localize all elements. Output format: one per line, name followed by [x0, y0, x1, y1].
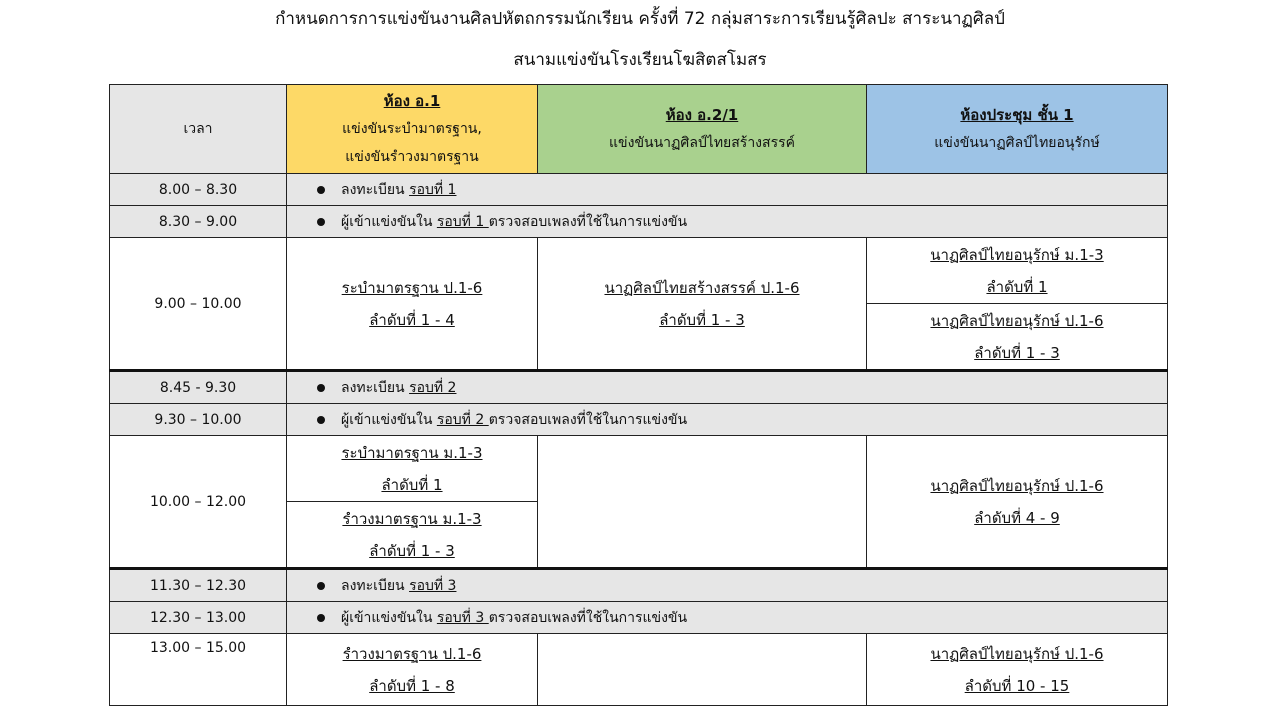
room3-sub1: แข่งขันนาฏศิลป์ไทยอนุรักษ์: [934, 135, 1100, 151]
room1-header: [287, 85, 538, 174]
round1-registration-row: [110, 174, 1168, 206]
event-cell: นาฏศิลป์ไทยอนุรักษ์ ป.1-6 ลำดับที่ 4 - 9: [867, 436, 1168, 569]
document-title: กำหนดการการแข่งขันงานศิลปหัตถกรรมนักเรียน ครั้งที่ 72 กลุ่มสาระการเรียนรู้ศิลปะ สาระนาฏศิลป์: [275, 9, 1005, 29]
bullet-icon: [317, 384, 325, 392]
time-cell: 12.30 – 13.00: [110, 602, 287, 634]
room1-sub2: แข่งขันรำวงมาตรฐาน: [345, 149, 479, 165]
note-cell: ลงทะเบียน รอบที่ 3: [287, 569, 1168, 602]
event-cell: นาฏศิลป์ไทยอนุรักษ์ ป.1-6 ลำดับที่ 10 - 15: [867, 634, 1168, 706]
event-cell: ระบำมาตรฐาน ป.1-6 ลำดับที่ 1 - 4: [287, 238, 538, 371]
header-row: [110, 85, 1168, 174]
time-cell: 8.30 – 9.00: [110, 206, 287, 238]
bullet-icon: [317, 582, 325, 590]
event-cell: นาฏศิลป์ไทยอนุรักษ์ ป.1-6 ลำดับที่ 1 - 3: [867, 304, 1168, 371]
round3-check-row: [110, 602, 1168, 634]
empty-cell: [538, 634, 867, 706]
event-cell: นาฏศิลป์ไทยสร้างสรรค์ ป.1-6 ลำดับที่ 1 - 3: [538, 238, 867, 371]
note-cell: ลงทะเบียน รอบที่ 2: [287, 371, 1168, 404]
note-cell: ลงทะเบียน รอบที่ 1: [287, 174, 1168, 206]
round2-registration-row: [110, 371, 1168, 404]
room3-header: [867, 85, 1168, 174]
event-cell: ระบำมาตรฐาน ม.1-3 ลำดับที่ 1: [287, 436, 538, 502]
venue-title: สนามแข่งขันโรงเรียนโฆสิตสโมสร: [513, 50, 767, 70]
round2-competition-row-a: [110, 436, 1168, 502]
room3-name: ห้องประชุม ชั้น 1: [960, 106, 1074, 124]
time-cell: 13.00 – 15.00: [110, 634, 287, 706]
bullet-icon: [317, 186, 325, 194]
event-cell: นาฏศิลป์ไทยอนุรักษ์ ม.1-3 ลำดับที่ 1: [867, 238, 1168, 304]
time-cell: 9.00 – 10.00: [110, 238, 287, 371]
time-cell: 9.30 – 10.00: [110, 404, 287, 436]
room2-sub1: แข่งขันนาฏศิลป์ไทยสร้างสรรค์: [609, 135, 795, 151]
bullet-icon: [317, 614, 325, 622]
room2-header: [538, 85, 867, 174]
time-cell: 8.00 – 8.30: [110, 174, 287, 206]
round3-competition-row: [110, 634, 1168, 706]
time-cell: 11.30 – 12.30: [110, 569, 287, 602]
round1-competition-row-a: [110, 238, 1168, 304]
room1-sub1: แข่งขันระบำมาตรฐาน,: [342, 121, 482, 137]
room1-name: ห้อง อ.1: [383, 92, 441, 110]
time-cell: 8.45 - 9.30: [110, 371, 287, 404]
bullet-icon: [317, 416, 325, 424]
event-cell: รำวงมาตรฐาน ป.1-6 ลำดับที่ 1 - 8: [287, 634, 538, 706]
note-cell: ผู้เข้าแข่งขันใน รอบที่ 2 ตรวจสอบเพลงที่ใช้ในการแข่งขัน: [287, 404, 1168, 436]
note-cell: ผู้เข้าแข่งขันใน รอบที่ 1 ตรวจสอบเพลงที่ใช้ในการแข่งขัน: [287, 206, 1168, 238]
bullet-icon: [317, 218, 325, 226]
schedule-table: [109, 84, 1168, 706]
empty-cell: [538, 436, 867, 569]
round2-check-row: [110, 404, 1168, 436]
room2-name: ห้อง อ.2/1: [665, 106, 739, 124]
note-cell: ผู้เข้าแข่งขันใน รอบที่ 3 ตรวจสอบเพลงที่ใช้ในการแข่งขัน: [287, 602, 1168, 634]
round1-check-row: [110, 206, 1168, 238]
time-header: เวลา: [110, 85, 287, 174]
time-cell: 10.00 – 12.00: [110, 436, 287, 569]
round3-registration-row: [110, 569, 1168, 602]
event-cell: รำวงมาตรฐาน ม.1-3 ลำดับที่ 1 - 3: [287, 502, 538, 569]
